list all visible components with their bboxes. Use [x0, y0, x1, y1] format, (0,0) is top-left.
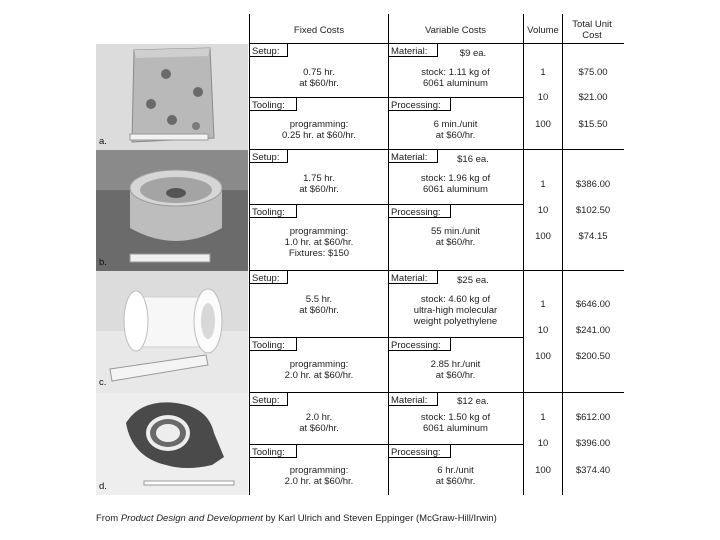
header-total-unit-cost: [563, 19, 621, 41]
processing-tag-d: Processing:: [389, 445, 451, 458]
processing-line2-c: at $60/hr.: [435, 370, 476, 381]
header-total-line2: Cost: [582, 30, 602, 41]
cost-c-2: $241.00: [575, 325, 611, 336]
cost-b-3: $74.15: [578, 231, 608, 242]
material-line3-c: weight polyethylene: [413, 316, 498, 327]
volume-b-2: 10: [537, 205, 549, 216]
material-price-a: $9 ea.: [459, 48, 487, 59]
setup-line2-b: at $60/hr.: [299, 184, 339, 195]
processing-line1-a: 6 min./unit: [433, 119, 478, 130]
setup-line2-c: at $60/hr.: [299, 305, 339, 316]
header-variable-costs: Variable Costs: [424, 25, 487, 36]
volume-a-1: 1: [540, 67, 546, 78]
material-line2-d: 6061 aluminum: [423, 423, 488, 434]
aluminum-housing-image: [96, 150, 248, 271]
part-label-a: a.: [99, 136, 107, 147]
setup-line1-c: 5.5 hr.: [305, 294, 333, 305]
photo-part-a: [96, 44, 248, 150]
tooling-line2-d: 2.0 hr. at $60/hr.: [284, 476, 354, 487]
aluminum-plate-image: [96, 44, 248, 150]
part-label-b: b.: [99, 257, 107, 268]
caption-book-title: Product Design and Development: [120, 513, 263, 524]
setup-line2-d: at $60/hr.: [299, 423, 339, 434]
processing-line1-b: 55 min./unit: [430, 226, 481, 237]
tooling-line1-c: programming:: [289, 359, 349, 370]
material-price-d: $12 ea.: [457, 396, 489, 407]
setup-line1-a: 0.75 hr.: [303, 67, 335, 78]
volume-b-3: 100: [535, 231, 551, 242]
cost-c-3: $200.50: [575, 351, 611, 362]
cost-a-3: $15.50: [578, 119, 608, 130]
volume-a-2: 10: [537, 92, 549, 103]
volume-c-3: 100: [535, 351, 551, 362]
polyethylene-spool-image: [96, 271, 248, 393]
volume-c-2: 10: [537, 325, 549, 336]
volume-d-2: 10: [537, 438, 549, 449]
processing-tag-c: Processing:: [389, 338, 451, 351]
caption-suffix: by Karl Ulrich and Steven Eppinger (McGraw-Hill/Irwin): [262, 513, 497, 524]
source-caption: [96, 513, 497, 524]
caption-prefix: From: [96, 513, 121, 524]
cost-a-2: $21.00: [578, 92, 608, 103]
material-line1-d: stock: 1.50 kg of: [420, 412, 491, 423]
tooling-line2-a: 0.25 hr. at $60/hr.: [282, 130, 356, 141]
photo-part-b: [96, 150, 248, 271]
processing-line2-d: at $60/hr.: [435, 476, 476, 487]
setup-line2-a: at $60/hr.: [299, 78, 339, 89]
material-tag-c: Material:: [389, 271, 438, 284]
volume-d-1: 1: [540, 412, 546, 423]
tooling-line2-b: 1.0 hr. at $60/hr.: [284, 237, 354, 248]
part-label-d: d.: [99, 481, 107, 492]
processing-line1-c: 2.85 hr./unit: [430, 359, 481, 370]
setup-tag-a: Setup:: [250, 44, 288, 57]
header-volume: Volume: [527, 25, 559, 36]
setup-tag-c: Setup:: [250, 271, 288, 284]
material-tag-d: Material:: [389, 393, 438, 406]
volume-a-3: 100: [535, 119, 551, 130]
volume-d-3: 100: [535, 465, 551, 476]
material-line2-b: 6061 aluminum: [423, 184, 488, 195]
cost-a-1: $75.00: [578, 67, 608, 78]
tooling-line3-b: Fixtures: $150: [288, 248, 350, 259]
processing-line1-d: 6 hr./unit: [437, 465, 474, 476]
cost-d-3: $374.40: [575, 465, 611, 476]
part-label-c: c.: [99, 377, 107, 388]
material-tag-b: Material:: [389, 150, 438, 163]
tooling-tag-b: Tooling:: [250, 205, 297, 218]
processing-line2-a: at $60/hr.: [435, 130, 476, 141]
volume-c-1: 1: [540, 299, 546, 310]
setup-tag-d: Setup:: [250, 393, 288, 406]
photo-part-d: [96, 393, 248, 495]
tooling-line1-a: programming:: [289, 119, 349, 130]
setup-tag-b: Setup:: [250, 150, 288, 163]
setup-line1-d: 2.0 hr.: [305, 412, 333, 423]
photo-part-c: [96, 271, 248, 393]
processing-tag-b: Processing:: [389, 205, 451, 218]
volume-b-1: 1: [540, 179, 546, 190]
setup-line1-b: 1.75 hr.: [303, 173, 335, 184]
tooling-tag-c: Tooling:: [250, 338, 297, 351]
tooling-line2-c: 2.0 hr. at $60/hr.: [284, 370, 354, 381]
tooling-tag-a: Tooling:: [250, 98, 297, 111]
material-line1-c: stock: 4.60 kg of: [420, 294, 491, 305]
tooling-tag-d: Tooling:: [250, 445, 297, 458]
material-price-c: $25 ea.: [457, 275, 489, 286]
header-fixed-costs: Fixed Costs: [293, 25, 345, 36]
material-line2-c: ultra-high molecular: [413, 305, 498, 316]
material-line1-b: stock: 1.96 kg of: [420, 173, 491, 184]
processing-tag-a: Processing:: [389, 98, 451, 111]
material-line2-a: 6061 aluminum: [423, 78, 488, 89]
tooling-line1-d: programming:: [289, 465, 349, 476]
cost-b-1: $386.00: [575, 179, 611, 190]
cost-b-2: $102.50: [575, 205, 611, 216]
header-total-line1: Total Unit: [572, 19, 612, 30]
stamped-bracket-image: [96, 393, 248, 495]
cost-d-1: $612.00: [575, 412, 611, 423]
cost-c-1: $646.00: [575, 299, 611, 310]
material-price-b: $16 ea.: [457, 154, 489, 165]
cost-d-2: $396.00: [575, 438, 611, 449]
material-line1-a: stock: 1.11 kg of: [421, 67, 490, 78]
tooling-line1-b: programming:: [289, 226, 349, 237]
processing-line2-b: at $60/hr.: [435, 237, 476, 248]
material-tag-a: Material:: [389, 44, 438, 57]
